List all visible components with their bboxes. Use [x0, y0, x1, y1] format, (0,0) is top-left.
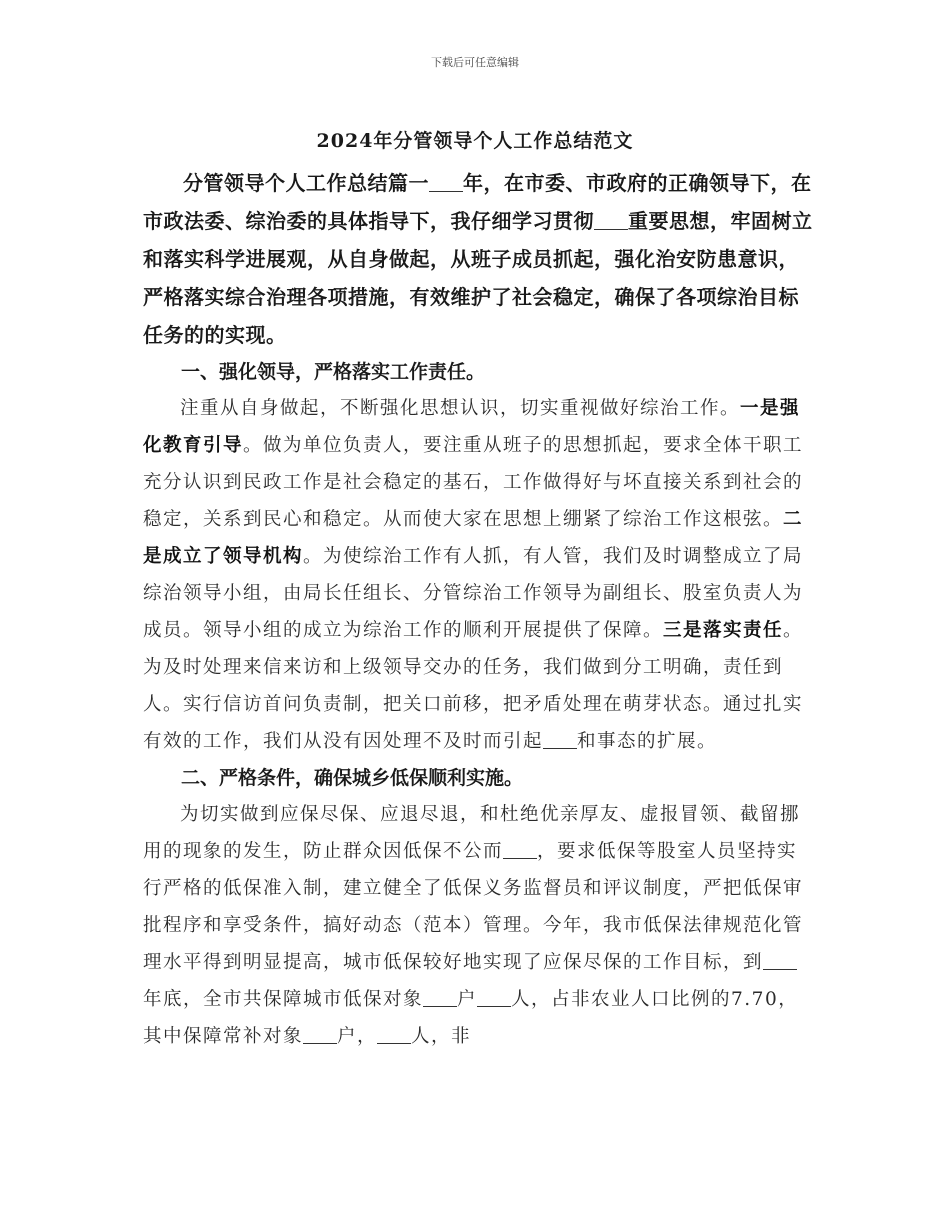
fill-blank — [477, 988, 511, 1008]
point-one: 一是强化教育引导 — [143, 398, 801, 456]
intro-paragraph: 分管领导个人工作总结篇一 年，在市委、市政府的正确领导下，在市政法委、综治委的具体指导下，我仔细学习贯彻 重要思想，牢固树立和落实科学进展观，从自身做起，从班子成员抓起，强化治安防患意识，严格落实综合治理各项措施，有效维护了社会稳定，确保了各项综治目标任务的的实现。 — [143, 171, 813, 347]
point-two: 二是成立了领导机构 — [143, 509, 804, 567]
fill-blank — [303, 1025, 337, 1045]
document-body — [143, 164, 813, 1055]
section2-heading: 二、严格条件，确保城乡低保顺利实施。 — [181, 767, 524, 789]
fill-blank — [594, 209, 628, 230]
header-note: 下载后可任意编辑 — [431, 56, 519, 69]
fill-blank — [423, 988, 457, 1008]
section1-heading: 一、强化领导，严格落实工作责任。 — [181, 361, 486, 383]
point-three: 三是落实责任 — [663, 620, 784, 641]
section2-paragraph: 为切实做到应保尽保、应退尽退，和杜绝优亲厚友、虚报冒领、截留挪用的现象的发生，防止群众因低保不公而 ，要求低保等股室人员坚持实行严格的低保准入制，建立健全了低保义务监督员和评议制度，严把低保审批程序和享受条件，搞好动态（范本）管理。今年，我市低保法律规范化管理水平得到明显提高，城市低保较好地实现了应保尽保的工作目标，到年底，全市共保障城市低保对象 户 人，占非农业人口比例的7.70，其中保障常补对象 户， 人，非 — [143, 804, 804, 1047]
fill-blank — [543, 730, 577, 750]
fill-blank — [763, 951, 797, 971]
fill-blank — [377, 1025, 411, 1045]
fill-blank — [503, 840, 537, 860]
section1-paragraph: 注重从自身做起，不断强化思想认识，切实重视做好综治工作。一是强化教育引导。做为单位负责人，要注重从班子的思想抓起，要求全体干职工充分认识到民政工作是社会稳定的基石，工作做得好与坏直接关系到社会的稳定，关系到民心和稳定。从而使大家在思想上绷紧了综治工作这根弦。二是成立了领导机构。为使综治工作有人抓，有人管，我们及时调整成立了局综治领导小组，由局长任组长、分管综治工作领导为副组长、股室负责人为成员。领导小组的成立为综治工作的顺利开展提供了保障。三是落实责任。为及时处理来信来访和上级领导交办的任务，我们做到分工明确，责任到人。实行信访首问负责制，把关口前移，把矛盾处理在萌芽状态。通过扎实有效的工作，我们从没有因处理不及时而引起 和事态的扩展。 — [143, 398, 804, 752]
document-title: 2024年分管领导个人工作总结范文 — [316, 130, 634, 152]
fill-blank — [429, 171, 463, 192]
